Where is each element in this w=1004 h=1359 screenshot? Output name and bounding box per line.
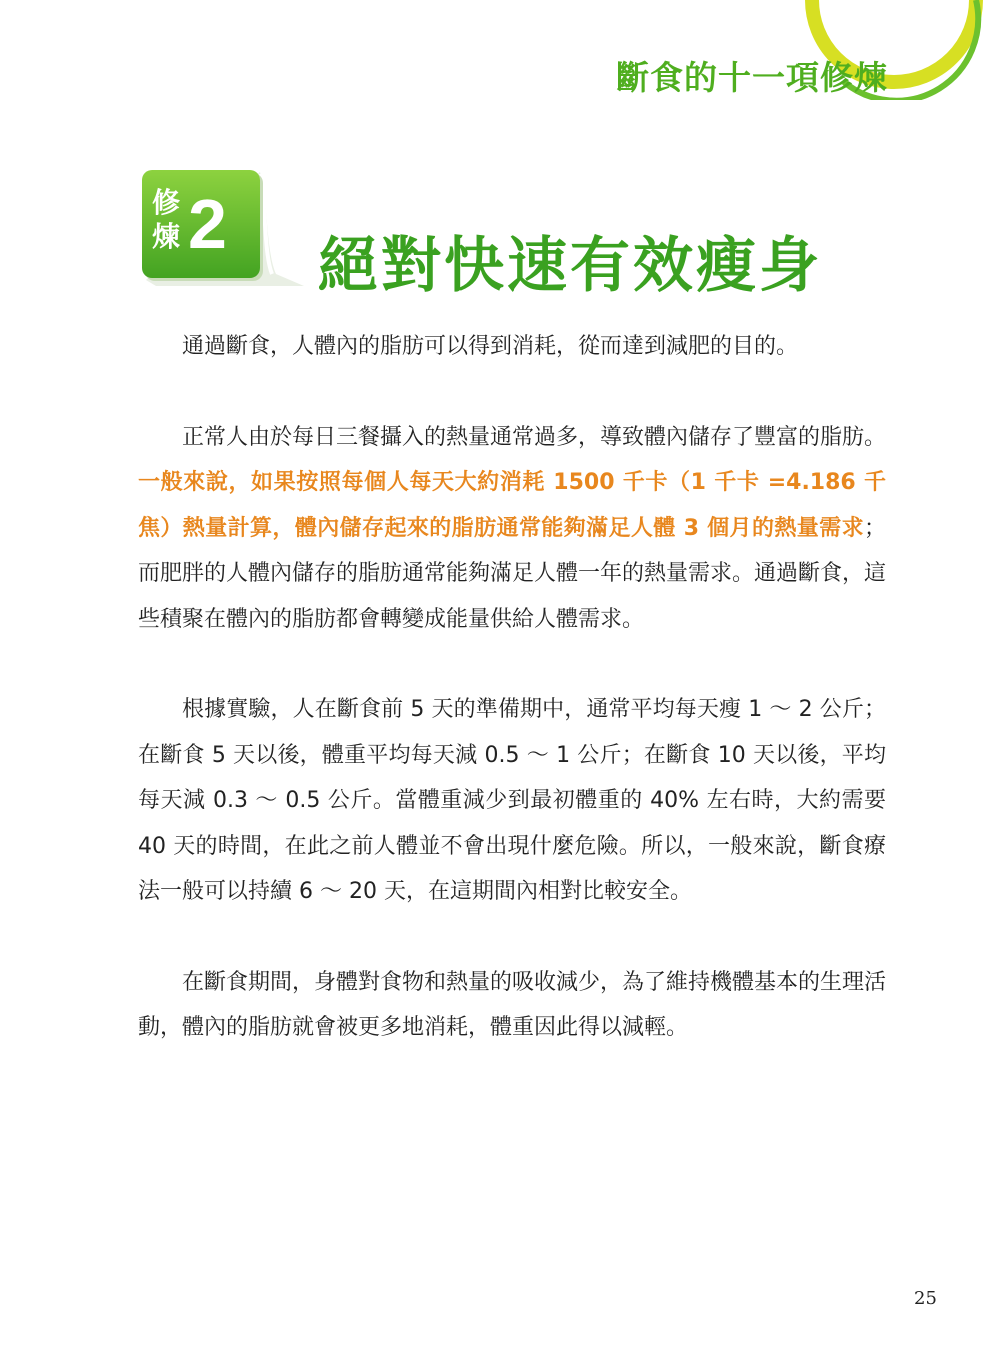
paragraph-3: 根據實驗，人在斷食前 5 天的準備期中，通常平均每天瘦 1 ～ 2 公斤；在斷食 5 天以後，體重平均每天減 0.5 ～ 1 公斤；在斷食 10 天以後，平均每天減 0.3 ～ 0.5 公斤。當體重減少到最初體重的 40% 左右時，大約需要 40 天的時間，在此之前人體並不會出現什麼危險。所以，一般來說，斷食療法一般可以持續 6 ～ 20 天，在這期間內相對比較安全。 [138,697,886,904]
paragraph-2 [138,415,886,643]
running-header-title: 斷食的十一項修煉 [616,58,888,97]
page-number: 25 [914,1288,937,1309]
highlighted-text: 一般來說，如果按照每個人每天大約消耗 1500 千卡（1 千卡 =4.186 千焦）熱量計算，體內儲存起來的脂肪通常能夠滿足人體 3 個月的熱量需求 [138,470,886,541]
chapter-title: 絕對快速有效瘦身 [318,231,822,301]
paragraph-4: 在斷食期間，身體對食物和熱量的吸收減少，為了維持機體基本的生理活動，體內的脂肪就會被更多地消耗，體重因此得以減輕。 [138,969,887,1040]
paragraph-2-intro: 正常人由於每日三餐攝入的熱量通常過多，導致體內儲存了豐富的脂肪。 [182,424,887,450]
paragraph-1: 通過斷食，人體內的脂肪可以得到消耗，從而達到減肥的目的。 [182,334,799,359]
paragraph-2-rest: ；而肥胖的人體內儲存的脂肪通常能夠滿足人體一年的熱量需求。通過斷食，這些積聚在體內的脂肪都會轉變成能量供給人體需求。 [138,515,887,632]
badge-number: 2 [188,185,227,263]
badge-label: 修煉 [152,186,181,253]
body-text [138,324,886,1096]
chapter-badge [136,162,304,294]
